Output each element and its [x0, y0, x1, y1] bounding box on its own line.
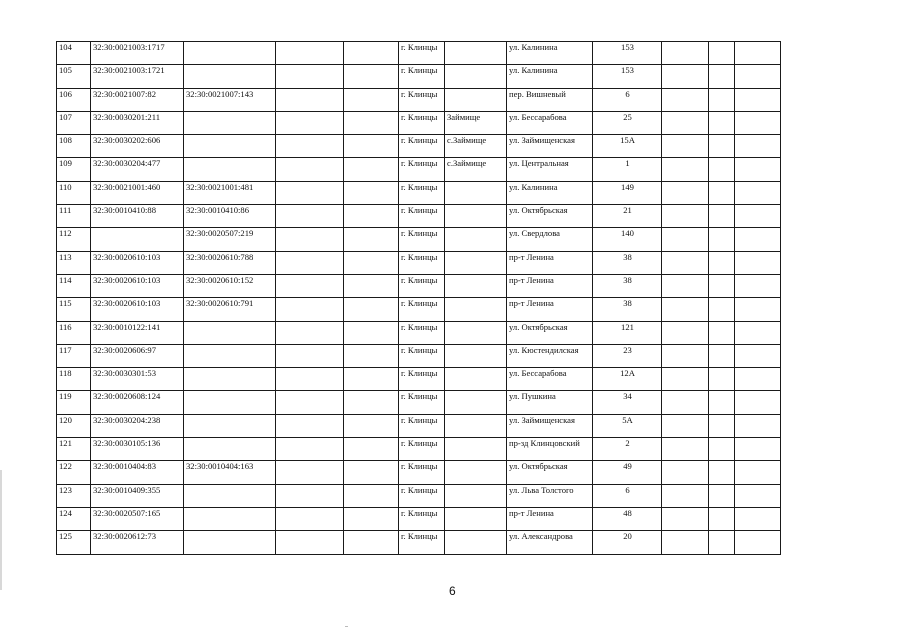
empty-cell [344, 158, 399, 181]
empty-cell [344, 391, 399, 414]
table-body [57, 42, 781, 555]
house-number-cell: 12А [593, 368, 662, 391]
empty-cell [662, 507, 709, 530]
empty-cell [735, 251, 781, 274]
city-cell: г. Клинцы [399, 461, 445, 484]
street-cell: пр-т Ленина [507, 274, 593, 297]
empty-cell [344, 111, 399, 134]
row-number-cell: 113 [57, 251, 91, 274]
street-cell: пр-зд Клинцовский [507, 438, 593, 461]
table-row [57, 484, 781, 507]
empty-cell [662, 484, 709, 507]
empty-cell [344, 251, 399, 274]
empty-cell [344, 461, 399, 484]
empty-cell [709, 42, 735, 65]
empty-cell [662, 391, 709, 414]
empty-cell [709, 414, 735, 437]
empty-cell [662, 344, 709, 367]
locality-cell [445, 228, 507, 251]
cadastral-number-cell: 32:30:0030202:606 [91, 135, 184, 158]
house-number-cell: 25 [593, 111, 662, 134]
scan-edge-mark [0, 470, 2, 590]
empty-cell [709, 158, 735, 181]
locality-cell: с.Займище [445, 135, 507, 158]
locality-cell [445, 321, 507, 344]
empty-cell [709, 65, 735, 88]
empty-cell [735, 181, 781, 204]
empty-cell [709, 181, 735, 204]
empty-cell [276, 135, 344, 158]
empty-cell [735, 484, 781, 507]
row-number-cell: 119 [57, 391, 91, 414]
city-cell: г. Клинцы [399, 507, 445, 530]
table-row [57, 88, 781, 111]
cadastral-number-cell: 32:30:0010410:88 [91, 205, 184, 228]
locality-cell [445, 42, 507, 65]
cadastral-number-cell: 32:30:0020608:124 [91, 391, 184, 414]
empty-cell [735, 135, 781, 158]
city-cell: г. Клинцы [399, 135, 445, 158]
cadastral-number-cell: 32:30:0030204:477 [91, 158, 184, 181]
row-number-cell: 123 [57, 484, 91, 507]
row-number-cell: 122 [57, 461, 91, 484]
empty-cell [709, 135, 735, 158]
empty-cell [662, 251, 709, 274]
locality-cell: с.Займище [445, 158, 507, 181]
house-number-cell: 140 [593, 228, 662, 251]
house-number-cell: 6 [593, 484, 662, 507]
related-cadastral-cell [184, 344, 276, 367]
empty-cell [735, 391, 781, 414]
city-cell: г. Клинцы [399, 158, 445, 181]
street-cell: ул. Бессарабова [507, 368, 593, 391]
empty-cell [344, 414, 399, 437]
empty-cell [709, 298, 735, 321]
locality-cell [445, 391, 507, 414]
street-cell: пр-т Ленина [507, 251, 593, 274]
house-number-cell: 149 [593, 181, 662, 204]
empty-cell [344, 88, 399, 111]
locality-cell [445, 298, 507, 321]
city-cell: г. Клинцы [399, 205, 445, 228]
empty-cell [735, 42, 781, 65]
empty-cell [662, 531, 709, 554]
cadastral-number-cell: 32:30:0021003:1721 [91, 65, 184, 88]
empty-cell [662, 88, 709, 111]
city-cell: г. Клинцы [399, 321, 445, 344]
empty-cell [709, 344, 735, 367]
cadastral-number-cell: 32:30:0030301:53 [91, 368, 184, 391]
empty-cell [662, 42, 709, 65]
row-number-cell: 117 [57, 344, 91, 367]
street-cell: ул. Займищенская [507, 414, 593, 437]
row-number-cell: 111 [57, 205, 91, 228]
house-number-cell: 6 [593, 88, 662, 111]
street-cell: ул. Октябрьская [507, 321, 593, 344]
city-cell: г. Клинцы [399, 274, 445, 297]
table-row [57, 438, 781, 461]
empty-cell [276, 88, 344, 111]
street-cell: ул. Свердлова [507, 228, 593, 251]
empty-cell [662, 65, 709, 88]
city-cell: г. Клинцы [399, 344, 445, 367]
street-cell: ул. Калинина [507, 42, 593, 65]
row-number-cell: 110 [57, 181, 91, 204]
empty-cell [276, 391, 344, 414]
empty-cell [709, 368, 735, 391]
locality-cell [445, 88, 507, 111]
row-number-cell: 124 [57, 507, 91, 530]
table-row [57, 158, 781, 181]
table-row [57, 135, 781, 158]
empty-cell [662, 461, 709, 484]
empty-cell [662, 135, 709, 158]
city-cell: г. Клинцы [399, 298, 445, 321]
city-cell: г. Клинцы [399, 368, 445, 391]
city-cell: г. Клинцы [399, 391, 445, 414]
cadastral-number-cell: 32:30:0020610:103 [91, 298, 184, 321]
related-cadastral-cell [184, 391, 276, 414]
house-number-cell: 2 [593, 438, 662, 461]
locality-cell: Займище [445, 111, 507, 134]
related-cadastral-cell [184, 321, 276, 344]
table-row [57, 344, 781, 367]
table-row [57, 42, 781, 65]
house-number-cell: 49 [593, 461, 662, 484]
empty-cell [709, 274, 735, 297]
row-number-cell: 105 [57, 65, 91, 88]
empty-cell [709, 228, 735, 251]
house-number-cell: 5А [593, 414, 662, 437]
street-cell: ул. Центральная [507, 158, 593, 181]
locality-cell [445, 368, 507, 391]
related-cadastral-cell: 32:30:0020610:791 [184, 298, 276, 321]
street-cell: ул. Октябрьская [507, 205, 593, 228]
empty-cell [276, 321, 344, 344]
empty-cell [735, 88, 781, 111]
table-row [57, 414, 781, 437]
street-cell: ул. Займищенская [507, 135, 593, 158]
empty-cell [735, 228, 781, 251]
property-table [56, 41, 781, 555]
row-number-cell: 112 [57, 228, 91, 251]
empty-cell [344, 135, 399, 158]
table-row [57, 181, 781, 204]
house-number-cell: 153 [593, 42, 662, 65]
locality-cell [445, 438, 507, 461]
related-cadastral-cell [184, 42, 276, 65]
empty-cell [735, 274, 781, 297]
street-cell: пер. Вишневый [507, 88, 593, 111]
related-cadastral-cell [184, 531, 276, 554]
empty-cell [662, 111, 709, 134]
cadastral-number-cell: 32:30:0010409:355 [91, 484, 184, 507]
city-cell: г. Клинцы [399, 65, 445, 88]
empty-cell [344, 181, 399, 204]
row-number-cell: 108 [57, 135, 91, 158]
empty-cell [276, 484, 344, 507]
empty-cell [344, 205, 399, 228]
empty-cell [276, 111, 344, 134]
row-number-cell: 115 [57, 298, 91, 321]
row-number-cell: 125 [57, 531, 91, 554]
related-cadastral-cell [184, 414, 276, 437]
related-cadastral-cell: 32:30:0010410:86 [184, 205, 276, 228]
empty-cell [344, 42, 399, 65]
row-number-cell: 109 [57, 158, 91, 181]
empty-cell [662, 181, 709, 204]
empty-cell [735, 321, 781, 344]
empty-cell [344, 484, 399, 507]
empty-cell [735, 438, 781, 461]
empty-cell [662, 298, 709, 321]
empty-cell [735, 111, 781, 134]
row-number-cell: 118 [57, 368, 91, 391]
related-cadastral-cell: 32:30:0010404:163 [184, 461, 276, 484]
empty-cell [344, 531, 399, 554]
empty-cell [344, 274, 399, 297]
empty-cell [735, 298, 781, 321]
cadastral-number-cell: 32:30:0020507:165 [91, 507, 184, 530]
empty-cell [735, 158, 781, 181]
table-row [57, 321, 781, 344]
cadastral-number-cell: 32:30:0010404:83 [91, 461, 184, 484]
empty-cell [662, 228, 709, 251]
locality-cell [445, 507, 507, 530]
related-cadastral-cell [184, 484, 276, 507]
empty-cell [662, 274, 709, 297]
empty-cell [662, 205, 709, 228]
empty-cell [662, 321, 709, 344]
empty-cell [276, 344, 344, 367]
house-number-cell: 1 [593, 158, 662, 181]
street-cell: ул. Льва Толстого [507, 484, 593, 507]
row-number-cell: 120 [57, 414, 91, 437]
table-row [57, 65, 781, 88]
row-number-cell: 104 [57, 42, 91, 65]
empty-cell [276, 251, 344, 274]
empty-cell [344, 321, 399, 344]
empty-cell [276, 228, 344, 251]
page-number: 6 [449, 584, 456, 598]
street-cell: ул. Калинина [507, 65, 593, 88]
empty-cell [662, 438, 709, 461]
city-cell: г. Клинцы [399, 88, 445, 111]
related-cadastral-cell: 32:30:0021001:481 [184, 181, 276, 204]
cadastral-number-cell: 32:30:0021007:82 [91, 88, 184, 111]
city-cell: г. Клинцы [399, 42, 445, 65]
table-row [57, 274, 781, 297]
empty-cell [276, 368, 344, 391]
city-cell: г. Клинцы [399, 111, 445, 134]
street-cell: ул. Бессарабова [507, 111, 593, 134]
related-cadastral-cell [184, 158, 276, 181]
empty-cell [709, 111, 735, 134]
city-cell: г. Клинцы [399, 228, 445, 251]
table-row [57, 531, 781, 554]
empty-cell [735, 344, 781, 367]
row-number-cell: 116 [57, 321, 91, 344]
related-cadastral-cell [184, 135, 276, 158]
empty-cell [344, 228, 399, 251]
row-number-cell: 114 [57, 274, 91, 297]
cadastral-number-cell: 32:30:0020606:97 [91, 344, 184, 367]
related-cadastral-cell: 32:30:0020610:788 [184, 251, 276, 274]
house-number-cell: 38 [593, 298, 662, 321]
related-cadastral-cell [184, 438, 276, 461]
empty-cell [709, 438, 735, 461]
empty-cell [735, 368, 781, 391]
table-row [57, 461, 781, 484]
city-cell: г. Клинцы [399, 438, 445, 461]
empty-cell [709, 251, 735, 274]
house-number-cell: 15А [593, 135, 662, 158]
house-number-cell: 121 [593, 321, 662, 344]
house-number-cell: 34 [593, 391, 662, 414]
empty-cell [276, 42, 344, 65]
cadastral-number-cell: 32:30:0030105:136 [91, 438, 184, 461]
table-row [57, 205, 781, 228]
table-row [57, 251, 781, 274]
table-row [57, 298, 781, 321]
empty-cell [276, 181, 344, 204]
locality-cell [445, 274, 507, 297]
scan-dust-mark [345, 626, 348, 627]
related-cadastral-cell: 32:30:0020507:219 [184, 228, 276, 251]
empty-cell [276, 158, 344, 181]
cadastral-number-cell [91, 228, 184, 251]
table-row [57, 391, 781, 414]
house-number-cell: 20 [593, 531, 662, 554]
cadastral-number-cell: 32:30:0021001:460 [91, 181, 184, 204]
locality-cell [445, 251, 507, 274]
empty-cell [344, 344, 399, 367]
empty-cell [709, 205, 735, 228]
row-number-cell: 106 [57, 88, 91, 111]
house-number-cell: 38 [593, 251, 662, 274]
row-number-cell: 121 [57, 438, 91, 461]
table-row [57, 111, 781, 134]
street-cell: ул. Калинина [507, 181, 593, 204]
related-cadastral-cell [184, 507, 276, 530]
empty-cell [276, 531, 344, 554]
empty-cell [662, 414, 709, 437]
street-cell: ул. Кюстендилская [507, 344, 593, 367]
cadastral-number-cell: 32:30:0030201:211 [91, 111, 184, 134]
empty-cell [344, 298, 399, 321]
cadastral-number-cell: 32:30:0010122:141 [91, 321, 184, 344]
city-cell: г. Клинцы [399, 251, 445, 274]
empty-cell [344, 65, 399, 88]
empty-cell [709, 484, 735, 507]
locality-cell [445, 414, 507, 437]
empty-cell [344, 438, 399, 461]
empty-cell [344, 507, 399, 530]
empty-cell [709, 507, 735, 530]
city-cell: г. Клинцы [399, 484, 445, 507]
street-cell: ул. Пушкина [507, 391, 593, 414]
empty-cell [276, 438, 344, 461]
cadastral-number-cell: 32:30:0030204:238 [91, 414, 184, 437]
locality-cell [445, 531, 507, 554]
empty-cell [735, 205, 781, 228]
empty-cell [276, 461, 344, 484]
empty-cell [709, 391, 735, 414]
house-number-cell: 21 [593, 205, 662, 228]
related-cadastral-cell: 32:30:0020610:152 [184, 274, 276, 297]
locality-cell [445, 484, 507, 507]
house-number-cell: 38 [593, 274, 662, 297]
house-number-cell: 48 [593, 507, 662, 530]
table-row [57, 368, 781, 391]
cadastral-number-cell: 32:30:0020610:103 [91, 274, 184, 297]
house-number-cell: 153 [593, 65, 662, 88]
empty-cell [709, 461, 735, 484]
empty-cell [735, 414, 781, 437]
locality-cell [445, 461, 507, 484]
empty-cell [276, 298, 344, 321]
empty-cell [276, 507, 344, 530]
empty-cell [276, 414, 344, 437]
empty-cell [662, 368, 709, 391]
locality-cell [445, 181, 507, 204]
cadastral-number-cell: 32:30:0021003:1717 [91, 42, 184, 65]
empty-cell [709, 531, 735, 554]
street-cell: ул. Александрова [507, 531, 593, 554]
street-cell: пр-т Ленина [507, 507, 593, 530]
house-number-cell: 23 [593, 344, 662, 367]
empty-cell [276, 205, 344, 228]
empty-cell [344, 368, 399, 391]
city-cell: г. Клинцы [399, 181, 445, 204]
related-cadastral-cell [184, 65, 276, 88]
city-cell: г. Клинцы [399, 414, 445, 437]
related-cadastral-cell: 32:30:0021007:143 [184, 88, 276, 111]
empty-cell [276, 65, 344, 88]
cadastral-number-cell: 32:30:0020612:73 [91, 531, 184, 554]
table-row [57, 228, 781, 251]
table-row [57, 507, 781, 530]
related-cadastral-cell [184, 368, 276, 391]
street-cell: пр-т Ленина [507, 298, 593, 321]
locality-cell [445, 205, 507, 228]
empty-cell [735, 461, 781, 484]
cadastral-number-cell: 32:30:0020610:103 [91, 251, 184, 274]
empty-cell [709, 321, 735, 344]
empty-cell [709, 88, 735, 111]
empty-cell [735, 507, 781, 530]
locality-cell [445, 344, 507, 367]
city-cell: г. Клинцы [399, 531, 445, 554]
empty-cell [735, 65, 781, 88]
locality-cell [445, 65, 507, 88]
street-cell: ул. Октябрьская [507, 461, 593, 484]
row-number-cell: 107 [57, 111, 91, 134]
empty-cell [662, 158, 709, 181]
related-cadastral-cell [184, 111, 276, 134]
empty-cell [735, 531, 781, 554]
empty-cell [276, 274, 344, 297]
